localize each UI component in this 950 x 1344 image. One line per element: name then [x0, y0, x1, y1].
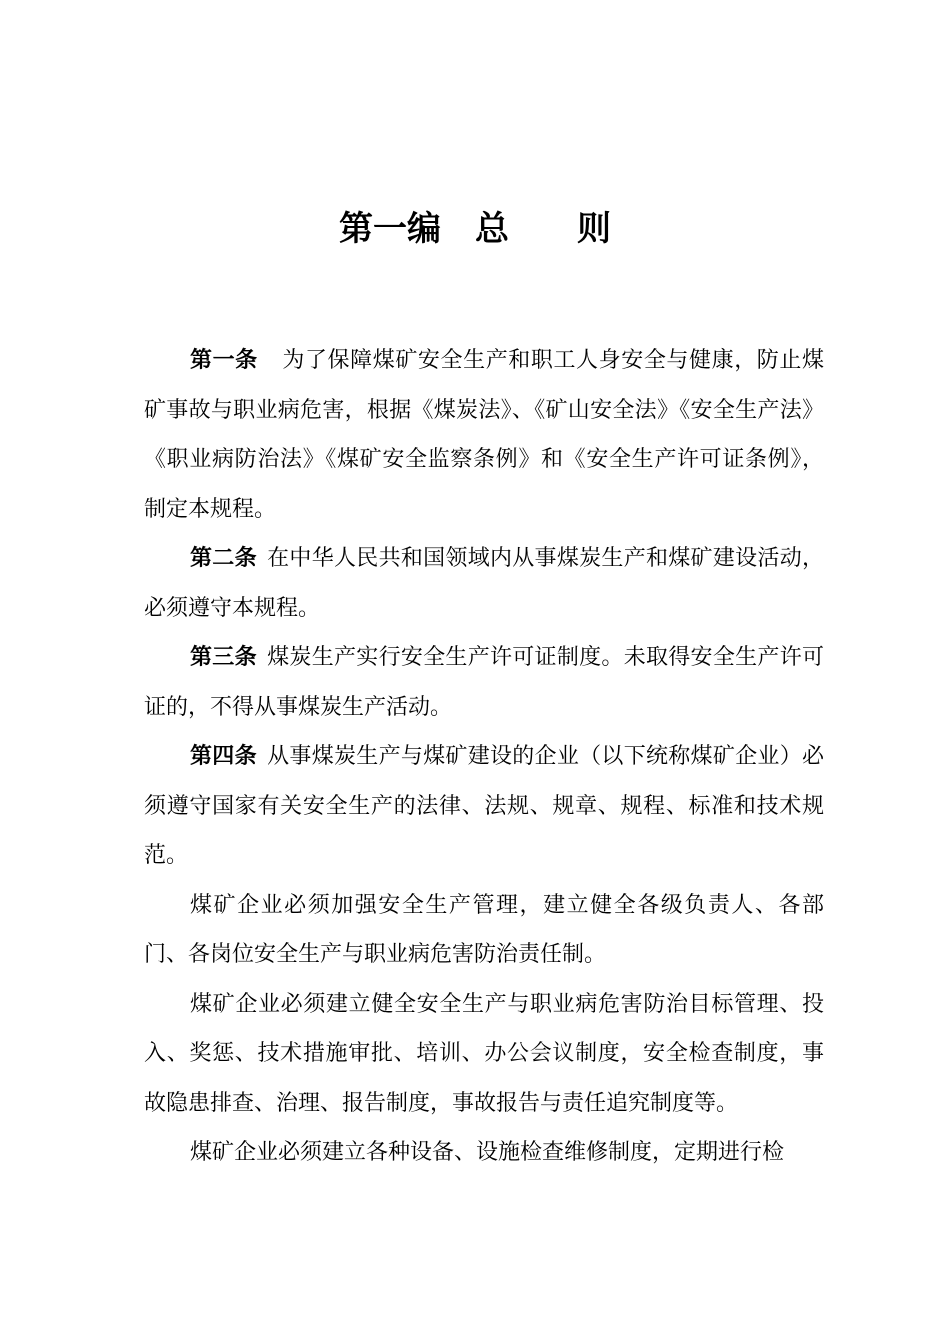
paragraph: 煤矿企业必须加强安全生产管理，建立健全各级负责人、各部门、各岗位安全生产与职业病危害防治责任制。 — [144, 892, 824, 967]
document-body — [144, 336, 824, 1178]
article-text: 为了保障煤矿安全生产和职工人身安全与健康，防止煤矿事故与职业病危害，根据《煤炭法》、《矿山安全法》《安全生产法》《职业病防治法》《煤矿安全监察条例》和《安全生产许可证条例》，制定本规程。 — [144, 348, 824, 522]
article-3 — [144, 633, 824, 732]
article-text: 在中华人民共和国领域内从事煤炭生产和煤矿建设活动，必须遵守本规程。 — [144, 546, 824, 621]
article-2 — [144, 534, 824, 633]
article-4 — [144, 732, 824, 881]
article-label: 第三条 — [190, 645, 257, 670]
article-text: 从事煤炭生产与煤矿建设的企业（以下统称煤矿企业）必须遵守国家有关安全生产的法律、法规、规章、规程、标准和技术规范。 — [144, 744, 824, 868]
page-title: 第一编 总 则 — [339, 209, 611, 249]
article-text: 煤炭生产实行安全生产许可证制度。未取得安全生产许可证的，不得从事煤炭生产活动。 — [144, 645, 824, 720]
article-label: 第一条 — [190, 348, 258, 373]
article-label: 第二条 — [190, 546, 257, 571]
paragraph: 煤矿企业必须建立各种设备、设施检查维修制度，定期进行检 — [190, 1140, 785, 1165]
paragraph: 煤矿企业必须建立健全安全生产与职业病危害防治目标管理、投入、奖惩、技术措施审批、培训、办公会议制度，安全检查制度，事故隐患排查、治理、报告制度，事故报告与责任追究制度等。 — [144, 991, 824, 1116]
article-1 — [144, 336, 824, 534]
article-label: 第四条 — [190, 744, 257, 769]
